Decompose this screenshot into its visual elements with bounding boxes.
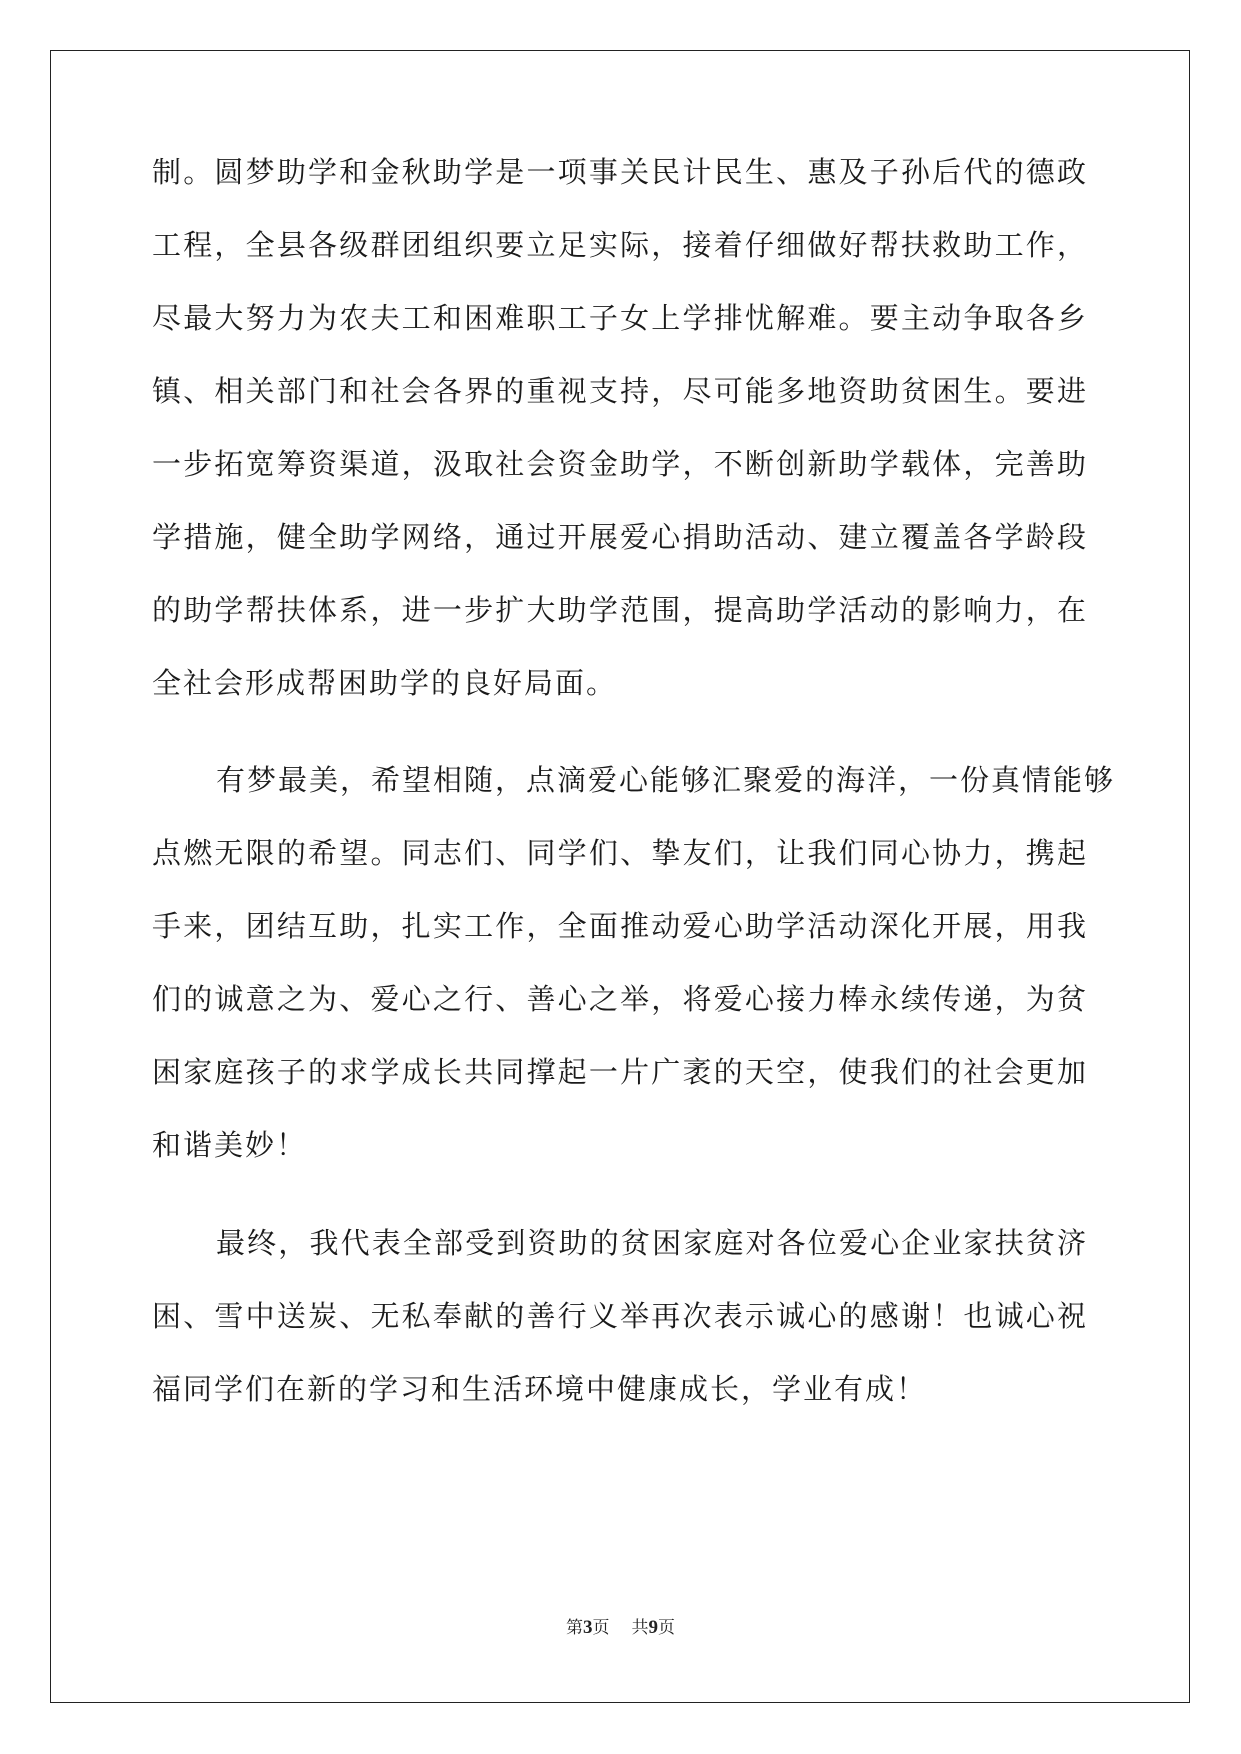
paragraph-1-line-6: 学措施，健全助学网络，通过开展爱心捐助活动、建立覆盖各学龄段: [152, 520, 1088, 554]
footer-page-suffix: 页: [592, 1618, 610, 1638]
paragraph-1-line-2: 工程，全县各级群团组织要立足实际，接着仔细做好帮扶救助工作，: [152, 228, 1088, 262]
paragraph-2-line-4: 们的诚意之为、爱心之行、善心之举，将爱心接力棒永续传递，为贫: [152, 982, 1088, 1016]
paragraph-2-line-5: 困家庭孩子的求学成长共同撑起一片广袤的天空，使我们的社会更加: [152, 1055, 1088, 1089]
paragraph-2-line-2: 点燃无限的希望。同志们、同学们、挚友们，让我们同心协力，携起: [152, 836, 1088, 870]
paragraph-2-line-3: 手来，团结互助，扎实工作，全面推动爱心助学活动深化开展，用我: [152, 909, 1088, 943]
paragraph-1-line-3: 尽最大努力为农夫工和困难职工子女上学排忧解难。要主动争取各乡: [152, 301, 1088, 335]
footer-total-prefix: 共: [631, 1618, 649, 1638]
paragraph-3-line-2: 困、雪中送炭、无私奉献的善行义举再次表示诚心的感谢！也诚心祝: [152, 1299, 1088, 1333]
paragraph-1-line-8: 全社会形成帮困助学的良好局面。: [152, 666, 618, 700]
footer-total-pages: 9: [648, 1617, 658, 1638]
paragraph-1-line-5: 一步拓宽筹资渠道，汲取社会资金助学，不断创新助学载体，完善助: [152, 447, 1088, 481]
paragraph-2-line-1: 有梦最美，希望相随，点滴爱心能够汇聚爱的海洋，一份真情能够: [216, 763, 1116, 797]
footer-page-number: 3: [583, 1617, 593, 1638]
paragraph-3-line-3: 福同学们在新的学习和生活环境中健康成长，学业有成！: [152, 1372, 928, 1406]
paragraph-1-line-7: 的助学帮扶体系，进一步扩大助学范围，提高助学活动的影响力，在: [152, 593, 1088, 627]
footer-page-prefix: 第: [566, 1618, 583, 1638]
paragraph-3-line-1: 最终，我代表全部受到资助的贫困家庭对各位爱心企业家扶贫济: [216, 1226, 1088, 1260]
paragraph-2-line-6: 和谐美妙！: [152, 1128, 308, 1162]
paragraph-1-line-4: 镇、相关部门和社会各界的重视支持，尽可能多地资助贫困生。要进: [152, 374, 1088, 408]
page-footer: [0, 1616, 1241, 1640]
footer-total-suffix: 页: [658, 1618, 675, 1638]
paragraph-1-line-1: 制。圆梦助学和金秋助学是一项事关民计民生、惠及子孙后代的德政: [152, 155, 1088, 189]
